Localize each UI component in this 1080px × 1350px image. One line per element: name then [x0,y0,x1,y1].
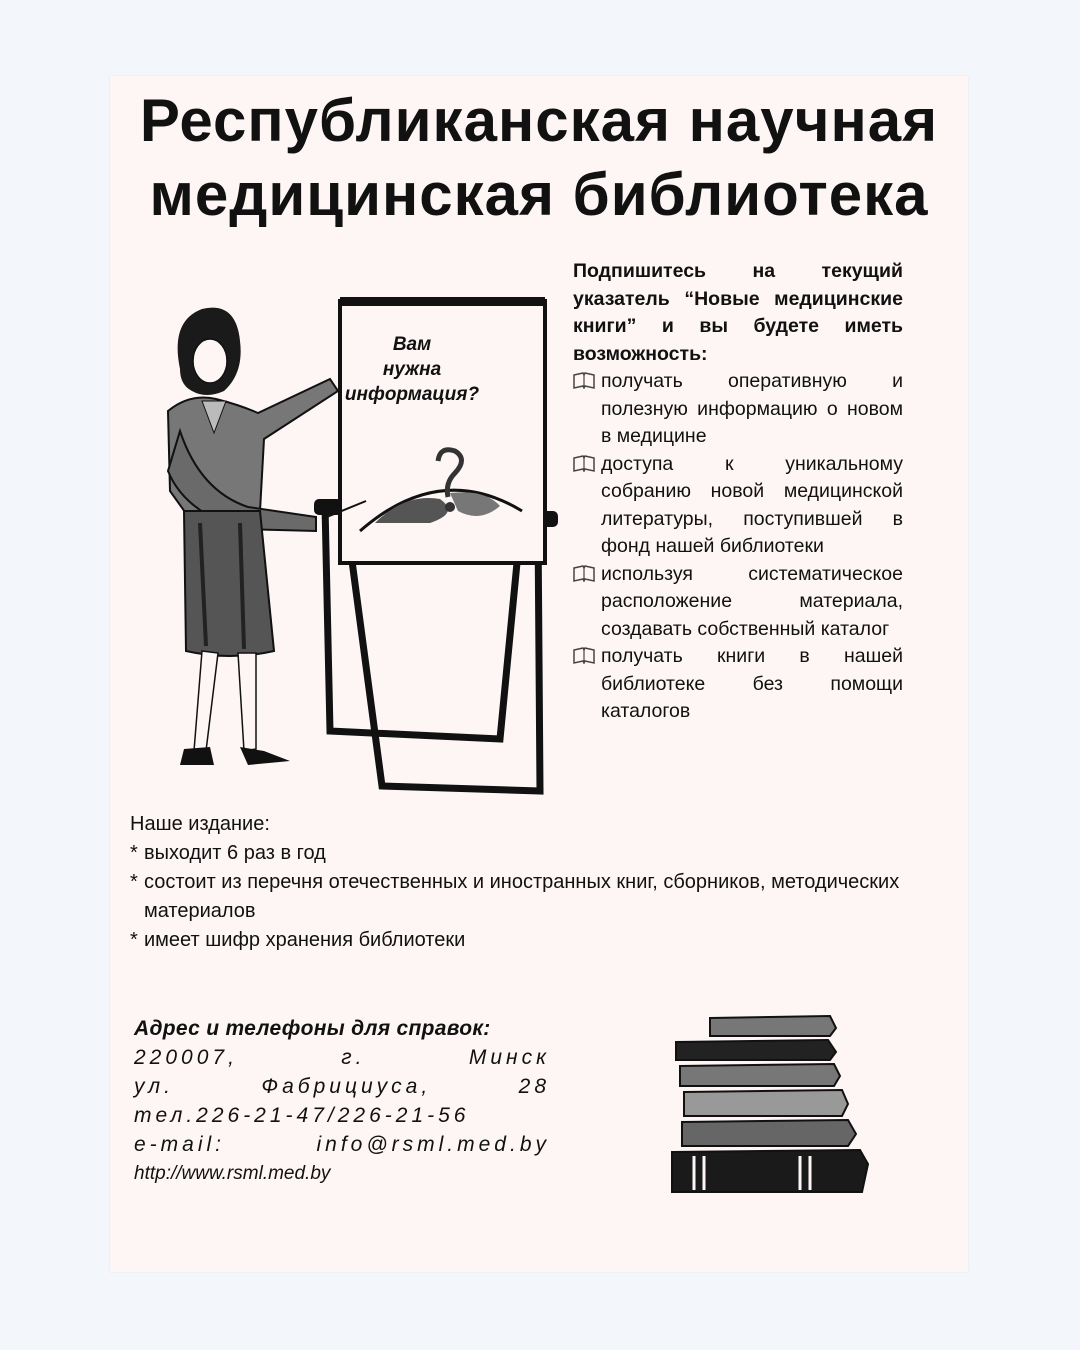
address-city: 220007, г. Минск [134,1046,550,1069]
edition-item: * выходит 6 раз в год [130,839,930,868]
library-title [110,84,968,232]
edition-info [130,810,930,955]
contacts-block [134,1014,550,1188]
edition-item: * имеет шифр хранения библиотеки [130,926,930,955]
leaflet-page [110,76,968,1272]
benefit-item [573,368,903,451]
flipchart-caption [328,332,496,407]
open-book-icon [573,565,595,582]
benefit-text: используя систематическое расположение материала, создавать собственный каталог [601,562,903,640]
edition-item: * состоит из перечня отечественных и иностранных книг, сборников, методических материалов [130,868,930,926]
edition-list [130,839,930,955]
title-line-1: Республиканская научная [139,87,939,154]
contacts-heading: Адрес и телефоны для справок: [134,1017,491,1040]
benefit-item [573,451,903,561]
flipchart-line-3: информация? [344,384,480,405]
edition-title: Наше издание: [130,813,270,835]
benefit-text: получать оперативную и полезную информацию о новом в медицине [601,370,903,447]
address-street: ул. Фабрициуса, 28 [134,1075,550,1098]
flipchart-line-1: Вам [392,334,432,355]
book-stack-illustration [670,1014,870,1194]
open-book-icon [573,455,595,472]
flipchart-line-2: нужна [382,359,442,380]
benefit-text: доступа к уникальному собранию новой медицинской литературы, поступившей в фонд нашей библиотеки [601,452,903,557]
subscription-pitch [573,258,903,726]
benefit-item [573,643,903,726]
benefit-text: получать книги в нашей библиотеке без помощи каталогов [601,645,903,722]
subscription-lead: Подпишитесь на текущий указатель “Новые медицинские книги” и вы будете иметь возможность: [573,260,903,365]
open-book-icon [573,372,595,389]
title-line-2: медицинская библиотека [149,161,929,228]
benefit-item [573,561,903,644]
website-link[interactable]: http://www.rsml.med.by [134,1163,331,1184]
email-address[interactable]: e-mail: info@rsml.med.by [134,1133,550,1156]
benefits-list [573,368,903,726]
phone-numbers: тел.226-21-47/226-21-56 [134,1104,470,1127]
open-book-icon [573,647,595,664]
